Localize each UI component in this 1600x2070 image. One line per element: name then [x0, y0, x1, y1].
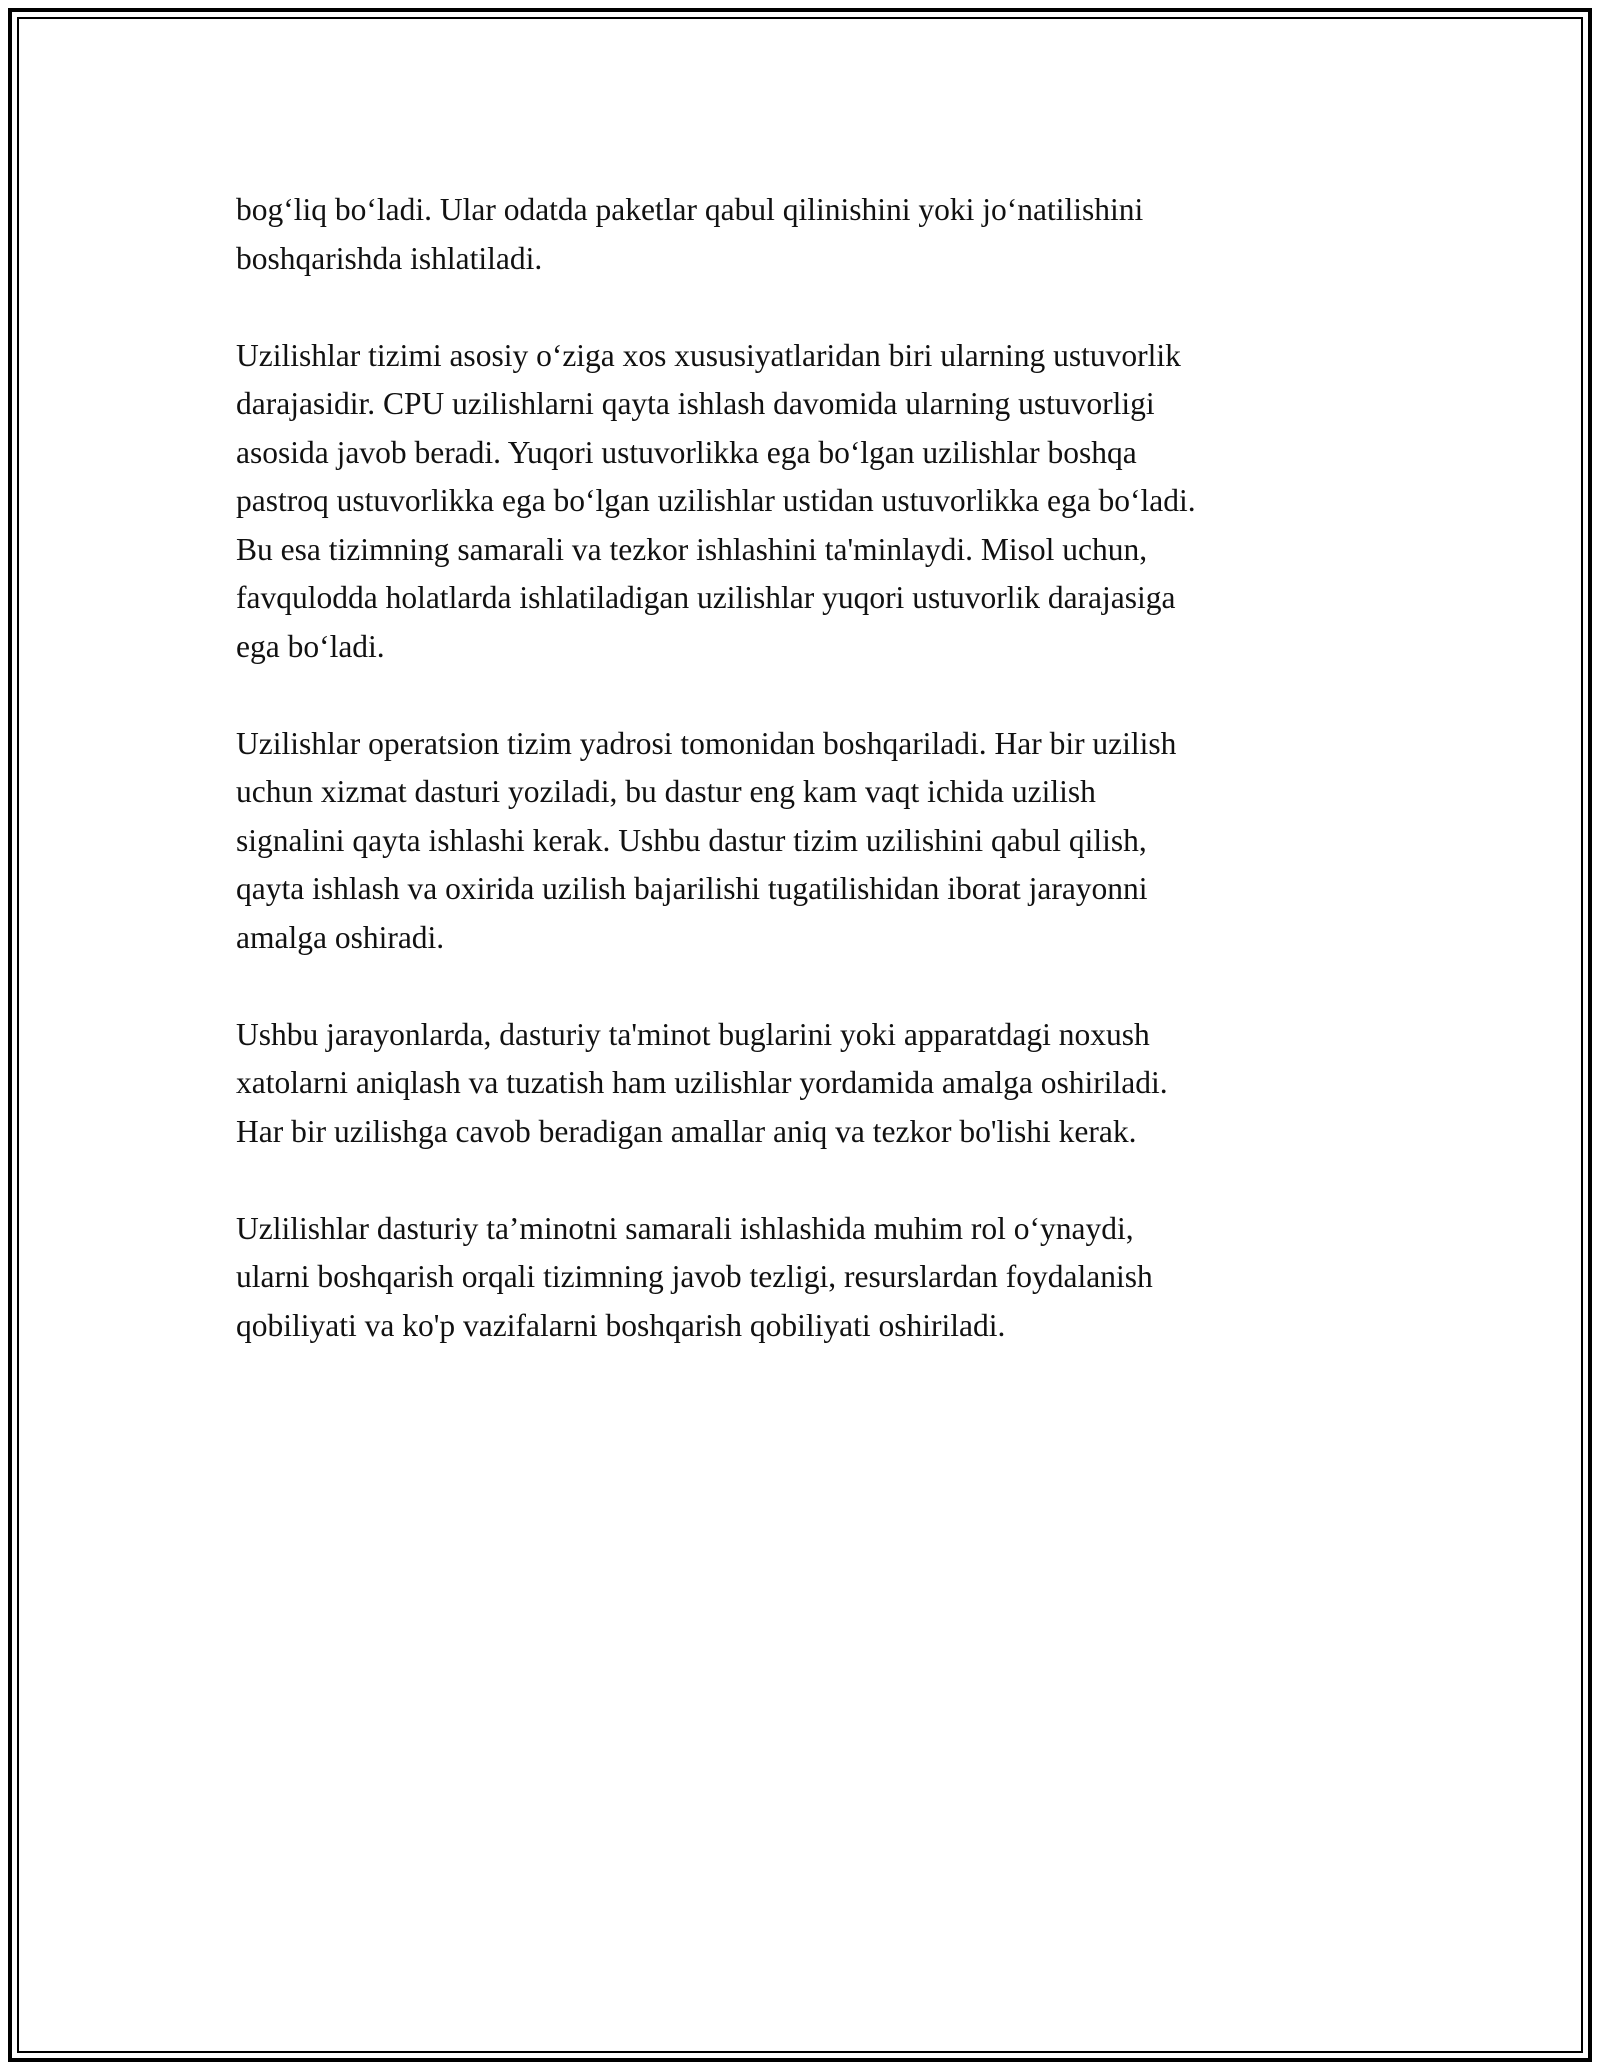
paragraph-2: Uzilishlar tizimi asosiy o‘ziga xos xususiyatlaridan biri ularning ustuvorlik darajasidir. CPU uzilishlarni qayta ishlash davomida ularning ustuvorligi asosida javob beradi. Yuqori ustuvorlikka ega bo‘lgan uzilishlar boshqa pastroq ustuvorlikka ega bo‘lgan uzilishlar ustidan ustuvorlikka ega bo‘ladi. Bu esa tizimning samarali va tezkor ishlashini ta'minlaydi. Misol uchun, favqulodda holatlarda ishlatiladigan uzilishlar yuqori ustuvorlik darajasiga ega bo‘ladi. [236, 337, 1196, 664]
document-body [236, 186, 1376, 1399]
paragraph-4: Ushbu jarayonlarda, dasturiy ta'minot buglarini yoki apparatdagi noxush xatolarni aniqlash va tuzatish ham uzilishlar yordamida amalga oshiriladi. Har bir uzilishga cavob beradigan amallar aniq va tezkor bo'lishi kerak. [236, 1016, 1168, 1149]
paragraph-5: Uzlilishlar dasturiy ta’minotni samarali ishlashida muhim rol o‘ynaydi, ularni boshqarish orqali tizimning javob tezligi, resurslardan foydalanish qobiliyati va ko'p vazifalarni boshqarish qobiliyati oshiriladi. [236, 1210, 1153, 1343]
paragraph-1: bog‘liq bo‘ladi. Ular odatda paketlar qabul qilinishini yoki jo‘natilishini boshqarishda ishlatiladi. [236, 192, 1144, 276]
paragraph-3: Uzilishlar operatsion tizim yadrosi tomonidan boshqariladi. Har bir uzilish uchun xizmat dasturi yoziladi, bu dastur eng kam vaqt ichida uzilish signalini qayta ishlashi kerak. Ushbu dastur tizim uzilishini qabul qilish, qayta ishlash va oxirida uzilish bajarilishi tugatilishidan iborat jarayonni amalga oshiradi. [236, 725, 1177, 955]
